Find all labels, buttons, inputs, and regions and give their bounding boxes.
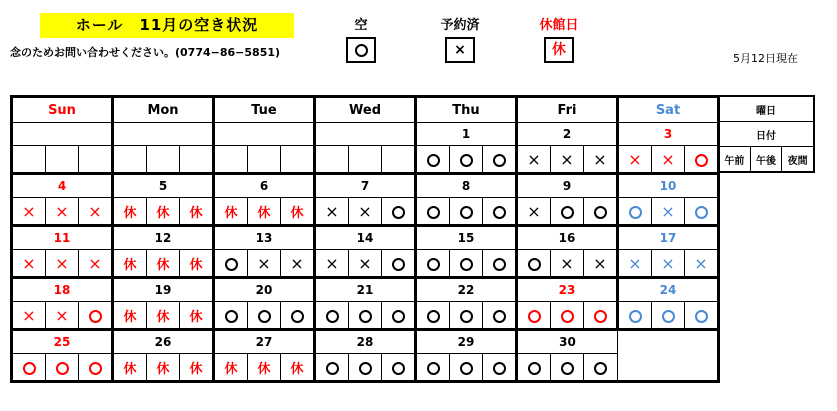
time-slot bbox=[315, 146, 349, 174]
available-circle-icon bbox=[695, 154, 708, 167]
day-date: 4 bbox=[12, 174, 113, 198]
time-slot bbox=[382, 146, 416, 174]
reserved-x-icon: × bbox=[22, 253, 36, 273]
day-date: 3 bbox=[618, 123, 719, 146]
available-circle-icon bbox=[528, 310, 541, 323]
time-slot bbox=[483, 354, 517, 382]
available-circle-icon bbox=[326, 310, 339, 323]
time-slot bbox=[483, 198, 517, 226]
day-date: 30 bbox=[517, 330, 618, 354]
available-circle-icon bbox=[225, 310, 238, 323]
reserved-x-icon: × bbox=[527, 201, 541, 221]
weekday-sun: Sun bbox=[12, 97, 113, 123]
time-slot bbox=[248, 302, 281, 330]
legend-reserved-label: 予約済 bbox=[440, 18, 480, 33]
available-circle-icon bbox=[695, 310, 708, 323]
legend-closed-symbol: 休 bbox=[544, 37, 574, 63]
time-slot bbox=[281, 146, 315, 174]
reserved-x-icon: × bbox=[358, 201, 372, 221]
legend-available-symbol bbox=[346, 37, 376, 63]
time-slot bbox=[180, 250, 214, 278]
weekday-sat: Sat bbox=[618, 97, 719, 123]
time-slot bbox=[685, 302, 719, 330]
day-date: 16 bbox=[517, 226, 618, 250]
legend-closed-label: 休館日 bbox=[539, 18, 579, 33]
available-circle-icon bbox=[89, 362, 102, 375]
time-slot bbox=[483, 250, 517, 278]
reserved-x-icon: × bbox=[628, 149, 642, 169]
time-slot bbox=[584, 250, 618, 278]
key-weekday-label: 曜日 bbox=[718, 96, 814, 122]
weekday-tue: Tue bbox=[214, 97, 315, 123]
day-date: 9 bbox=[517, 174, 618, 198]
time-slot bbox=[685, 250, 719, 278]
available-circle-icon bbox=[493, 362, 506, 375]
reserved-x-icon: × bbox=[593, 253, 607, 273]
time-slot bbox=[180, 354, 214, 382]
time-slot bbox=[79, 198, 113, 226]
time-slot bbox=[685, 198, 719, 226]
available-circle-icon bbox=[629, 206, 642, 219]
legend-available bbox=[331, 17, 391, 63]
time-slot bbox=[551, 198, 584, 226]
available-circle-icon bbox=[427, 206, 440, 219]
closed-day-mark: 休 bbox=[123, 309, 137, 325]
time-slot bbox=[584, 146, 618, 174]
legend-available-label: 空 bbox=[354, 18, 368, 33]
available-circle-icon bbox=[695, 206, 708, 219]
slot-key-table bbox=[717, 95, 815, 173]
available-circle-icon bbox=[359, 310, 372, 323]
reserved-x-icon: × bbox=[661, 201, 675, 221]
available-circle-icon bbox=[392, 310, 405, 323]
closed-day-mark: 休 bbox=[257, 361, 271, 377]
time-slot bbox=[12, 198, 46, 226]
day-date: 10 bbox=[618, 174, 719, 198]
available-circle-icon bbox=[629, 310, 642, 323]
day-date: 27 bbox=[214, 330, 315, 354]
reserved-x-icon: × bbox=[694, 253, 708, 273]
day-date: 22 bbox=[416, 278, 517, 302]
time-slot bbox=[147, 354, 180, 382]
available-circle-icon bbox=[493, 258, 506, 271]
time-slot bbox=[315, 354, 349, 382]
time-slot bbox=[652, 302, 685, 330]
available-circle-icon bbox=[56, 362, 69, 375]
page-title: ホール 11月の空き状況 bbox=[40, 13, 294, 38]
closed-day-mark: 休 bbox=[156, 257, 170, 273]
day-date bbox=[214, 123, 315, 146]
closed-day-mark: 休 bbox=[156, 361, 170, 377]
time-slot bbox=[180, 198, 214, 226]
weekday-wed: Wed bbox=[315, 97, 416, 123]
time-slot bbox=[416, 250, 450, 278]
time-slot bbox=[214, 198, 248, 226]
available-circle-icon bbox=[225, 258, 238, 271]
time-slot bbox=[551, 354, 584, 382]
time-slot bbox=[349, 250, 382, 278]
closed-day-mark: 休 bbox=[290, 361, 304, 377]
time-slot bbox=[584, 198, 618, 226]
time-slot bbox=[517, 354, 551, 382]
time-slot bbox=[79, 146, 113, 174]
closed-day-mark: 休 bbox=[189, 309, 203, 325]
contact-note: 念のためお問い合わせください。(0774−86−5851) bbox=[10, 46, 281, 59]
time-slot bbox=[79, 302, 113, 330]
slot-row bbox=[12, 302, 719, 330]
day-date bbox=[113, 123, 214, 146]
time-slot bbox=[382, 302, 416, 330]
closed-day-mark: 休 bbox=[156, 309, 170, 325]
time-slot bbox=[517, 302, 551, 330]
slot-row bbox=[12, 198, 719, 226]
reserved-x-icon: × bbox=[22, 305, 36, 325]
time-slot bbox=[483, 302, 517, 330]
time-slot bbox=[46, 146, 79, 174]
closed-day-mark: 休 bbox=[123, 361, 137, 377]
day-date: 1 bbox=[416, 123, 517, 146]
available-circle-icon bbox=[493, 154, 506, 167]
available-circle-icon bbox=[594, 310, 607, 323]
reserved-x-icon: × bbox=[527, 149, 541, 169]
time-slot bbox=[618, 198, 652, 226]
time-slot bbox=[214, 354, 248, 382]
time-slot bbox=[12, 302, 46, 330]
weekday-fri: Fri bbox=[517, 97, 618, 123]
time-slot bbox=[180, 302, 214, 330]
reserved-x-icon: × bbox=[358, 253, 372, 273]
available-circle-icon bbox=[493, 310, 506, 323]
day-date bbox=[12, 123, 113, 146]
time-slot bbox=[416, 198, 450, 226]
date-row bbox=[12, 330, 719, 354]
reserved-x-icon: × bbox=[560, 253, 574, 273]
time-slot bbox=[79, 250, 113, 278]
closed-day-mark: 休 bbox=[224, 205, 238, 221]
available-circle-icon bbox=[528, 258, 541, 271]
available-circle-icon bbox=[493, 206, 506, 219]
weekday-mon: Mon bbox=[113, 97, 214, 123]
time-slot bbox=[281, 198, 315, 226]
time-slot bbox=[180, 146, 214, 174]
day-date: 25 bbox=[12, 330, 113, 354]
time-slot bbox=[281, 250, 315, 278]
time-slot bbox=[584, 354, 618, 382]
legend-closed bbox=[529, 17, 589, 63]
key-afternoon: 午後 bbox=[750, 147, 782, 173]
time-slot bbox=[46, 302, 79, 330]
day-date: 17 bbox=[618, 226, 719, 250]
reserved-x-icon: × bbox=[560, 149, 574, 169]
key-morning: 午前 bbox=[718, 147, 750, 173]
time-slot bbox=[450, 302, 483, 330]
time-slot bbox=[113, 250, 147, 278]
closed-day-mark: 休 bbox=[189, 361, 203, 377]
reserved-x-icon: × bbox=[22, 201, 36, 221]
available-circle-icon bbox=[326, 362, 339, 375]
day-date: 5 bbox=[113, 174, 214, 198]
available-circle-icon bbox=[460, 258, 473, 271]
reserved-x-icon: × bbox=[88, 253, 102, 273]
available-circle-icon bbox=[392, 362, 405, 375]
available-circle-icon bbox=[427, 310, 440, 323]
key-evening: 夜間 bbox=[782, 147, 814, 173]
day-date: 2 bbox=[517, 123, 618, 146]
slot-row bbox=[12, 354, 719, 382]
day-date: 12 bbox=[113, 226, 214, 250]
time-slot bbox=[214, 250, 248, 278]
closed-day-mark: 休 bbox=[123, 257, 137, 273]
available-circle-icon bbox=[392, 258, 405, 271]
day-date: 20 bbox=[214, 278, 315, 302]
available-circle-icon bbox=[528, 362, 541, 375]
time-slot bbox=[12, 250, 46, 278]
time-slot bbox=[315, 302, 349, 330]
time-slot bbox=[147, 146, 180, 174]
time-slot bbox=[584, 302, 618, 330]
time-slot bbox=[450, 146, 483, 174]
date-row bbox=[12, 278, 719, 302]
reserved-x-icon: × bbox=[325, 201, 339, 221]
time-slot bbox=[147, 198, 180, 226]
time-slot bbox=[450, 198, 483, 226]
time-slot bbox=[450, 354, 483, 382]
time-slot bbox=[248, 146, 281, 174]
day-date: 6 bbox=[214, 174, 315, 198]
available-circle-icon bbox=[427, 154, 440, 167]
day-date: 21 bbox=[315, 278, 416, 302]
time-slot bbox=[551, 250, 584, 278]
time-slot bbox=[12, 354, 46, 382]
time-slot bbox=[618, 146, 652, 174]
reserved-x-icon: × bbox=[661, 253, 675, 273]
day-date: 15 bbox=[416, 226, 517, 250]
reserved-x-icon: × bbox=[661, 149, 675, 169]
time-slot bbox=[652, 198, 685, 226]
time-slot bbox=[46, 250, 79, 278]
time-slot bbox=[79, 354, 113, 382]
weekday-header-row bbox=[12, 97, 719, 123]
available-circle-icon bbox=[291, 310, 304, 323]
legend-reserved bbox=[430, 17, 490, 63]
day-date: 26 bbox=[113, 330, 214, 354]
reserved-x-icon: × bbox=[55, 305, 69, 325]
time-slot bbox=[551, 302, 584, 330]
reserved-x-icon: × bbox=[257, 253, 271, 273]
time-slot bbox=[214, 302, 248, 330]
time-slot bbox=[517, 146, 551, 174]
date-row bbox=[12, 123, 719, 146]
day-date: 8 bbox=[416, 174, 517, 198]
slot-row bbox=[12, 146, 719, 174]
time-slot bbox=[382, 354, 416, 382]
time-slot bbox=[281, 354, 315, 382]
day-date: 7 bbox=[315, 174, 416, 198]
time-slot bbox=[416, 146, 450, 174]
time-slot bbox=[349, 198, 382, 226]
time-slot bbox=[483, 146, 517, 174]
available-circle-icon bbox=[594, 362, 607, 375]
available-circle-icon bbox=[89, 310, 102, 323]
time-slot bbox=[46, 198, 79, 226]
time-slot bbox=[12, 146, 46, 174]
time-slot bbox=[382, 250, 416, 278]
available-circle-icon bbox=[23, 362, 36, 375]
time-slot bbox=[349, 146, 382, 174]
time-slot bbox=[113, 302, 147, 330]
available-circle-icon bbox=[460, 362, 473, 375]
time-slot bbox=[248, 250, 281, 278]
time-slot bbox=[416, 354, 450, 382]
time-slot bbox=[315, 198, 349, 226]
time-slot bbox=[214, 146, 248, 174]
legend-reserved-symbol: × bbox=[445, 37, 475, 63]
as-of-date: 5月12日現在 bbox=[733, 52, 798, 65]
day-date: 29 bbox=[416, 330, 517, 354]
date-row bbox=[12, 174, 719, 198]
available-circle-icon bbox=[460, 206, 473, 219]
time-slot bbox=[248, 354, 281, 382]
time-slot bbox=[349, 354, 382, 382]
time-slot bbox=[46, 354, 79, 382]
key-date-label: 日付 bbox=[718, 122, 814, 147]
reserved-x-icon: × bbox=[88, 201, 102, 221]
day-date bbox=[315, 123, 416, 146]
time-slot bbox=[450, 250, 483, 278]
time-slot bbox=[281, 302, 315, 330]
time-slot bbox=[618, 250, 652, 278]
available-circle-icon bbox=[561, 206, 574, 219]
time-slot bbox=[517, 198, 551, 226]
time-slot bbox=[416, 302, 450, 330]
closed-day-mark: 休 bbox=[290, 205, 304, 221]
slot-row bbox=[12, 250, 719, 278]
time-slot bbox=[618, 302, 652, 330]
weekday-thu: Thu bbox=[416, 97, 517, 123]
closed-day-mark: 休 bbox=[189, 205, 203, 221]
day-date: 14 bbox=[315, 226, 416, 250]
date-row bbox=[12, 226, 719, 250]
circle-icon bbox=[355, 44, 368, 57]
time-slot bbox=[147, 302, 180, 330]
available-circle-icon bbox=[561, 362, 574, 375]
available-circle-icon bbox=[359, 362, 372, 375]
day-date: 19 bbox=[113, 278, 214, 302]
available-circle-icon bbox=[258, 310, 271, 323]
time-slot bbox=[315, 250, 349, 278]
available-circle-icon bbox=[427, 258, 440, 271]
time-slot bbox=[652, 146, 685, 174]
time-slot bbox=[382, 198, 416, 226]
closed-day-mark: 休 bbox=[257, 205, 271, 221]
day-date: 13 bbox=[214, 226, 315, 250]
time-slot bbox=[551, 146, 584, 174]
availability-calendar bbox=[10, 95, 720, 383]
available-circle-icon bbox=[427, 362, 440, 375]
time-slot bbox=[147, 250, 180, 278]
time-slot bbox=[113, 146, 147, 174]
day-date: 23 bbox=[517, 278, 618, 302]
day-date: 11 bbox=[12, 226, 113, 250]
closed-day-mark: 休 bbox=[189, 257, 203, 273]
day-date: 18 bbox=[12, 278, 113, 302]
reserved-x-icon: × bbox=[325, 253, 339, 273]
reserved-x-icon: × bbox=[593, 149, 607, 169]
closed-day-mark: 休 bbox=[123, 205, 137, 221]
time-slot bbox=[248, 198, 281, 226]
time-slot bbox=[685, 146, 719, 174]
day-date: 28 bbox=[315, 330, 416, 354]
time-slot bbox=[113, 354, 147, 382]
available-circle-icon bbox=[460, 154, 473, 167]
available-circle-icon bbox=[561, 310, 574, 323]
reserved-x-icon: × bbox=[290, 253, 304, 273]
available-circle-icon bbox=[460, 310, 473, 323]
closed-day-mark: 休 bbox=[224, 361, 238, 377]
time-slot bbox=[517, 250, 551, 278]
reserved-x-icon: × bbox=[55, 201, 69, 221]
available-circle-icon bbox=[662, 310, 675, 323]
day-date: 24 bbox=[618, 278, 719, 302]
reserved-x-icon: × bbox=[55, 253, 69, 273]
available-circle-icon bbox=[392, 206, 405, 219]
closed-day-mark: 休 bbox=[156, 205, 170, 221]
time-slot bbox=[349, 302, 382, 330]
time-slot bbox=[113, 198, 147, 226]
available-circle-icon bbox=[594, 206, 607, 219]
time-slot bbox=[652, 250, 685, 278]
reserved-x-icon: × bbox=[628, 253, 642, 273]
